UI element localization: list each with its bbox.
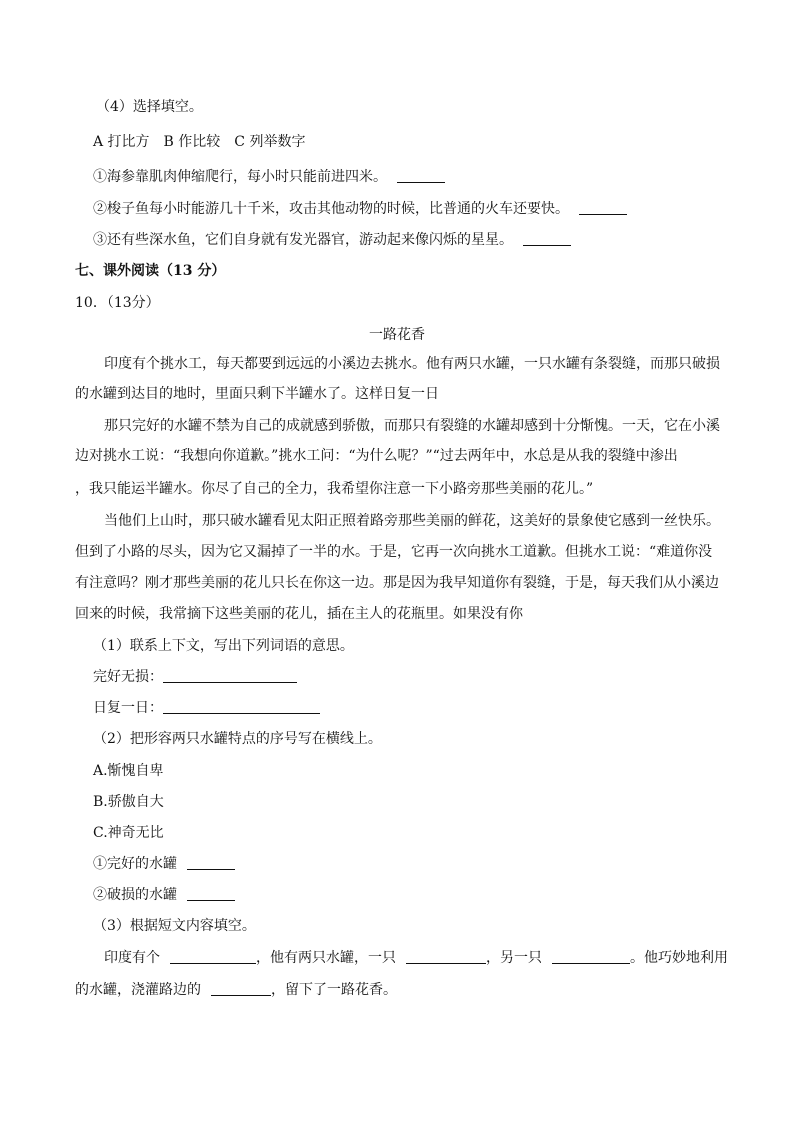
passage-line: 的水罐到达目的地时，里面只剩下半罐水了。这样日复一日 [75, 386, 439, 402]
sub2-item-2-text: ②破损的水罐 [93, 887, 177, 903]
passage-line: 当他们上山时，那只破水罐看见太阳正照着路旁那些美丽的鲜花，这美好的景象使它感到一丝快乐。 [104, 513, 720, 529]
q4-item-2-text: ②梭子鱼每小时能游几十千米，攻击其他动物的时候，比普通的火车还要快。 [93, 201, 569, 217]
section-heading: 七、课外阅读（13 分） [75, 263, 226, 279]
sub2-option-c: C.神奇无比 [93, 825, 164, 841]
q4-item-1-blank[interactable] [397, 168, 445, 183]
sub1-word-2 [93, 698, 320, 718]
sub1-word-1-blank[interactable] [163, 668, 297, 683]
sub1-word-1-label: 完好无损： [93, 669, 163, 685]
passage-line: 回来的时候，我常摘下这些美丽的花儿，插在主人的花瓶里。如果没有你 [75, 606, 523, 622]
sub1-word-2-label: 日复一日： [93, 700, 163, 716]
q4-item-2 [93, 199, 627, 219]
q4-item-3 [93, 230, 571, 250]
sub3-text-2: ，他有两只水罐，一只 [256, 950, 396, 966]
sub1-word-2-blank[interactable] [163, 699, 320, 714]
passage-line: ，我只能运半罐水。你尽了自己的全力，我希望你注意一下小路旁那些美丽的花儿。” [75, 481, 594, 497]
q4-item-2-blank[interactable] [579, 200, 627, 215]
sub2-item-1 [93, 854, 235, 874]
sub1-word-1 [93, 667, 297, 687]
sub3-text-4: 。他巧妙地利用 [630, 950, 728, 966]
q4-options: A 打比方 B 作比较 C 列举数字 [93, 134, 306, 150]
passage-line: 印度有个挑水工，每天都要到远远的小溪边去挑水。他有两只水罐，一只水罐有条裂缝，而那只破损 [104, 356, 720, 372]
sub3-blank-3[interactable] [552, 949, 630, 964]
sub3-text-3: ，另一只 [486, 950, 542, 966]
q4-item-1 [93, 167, 445, 187]
passage-line: 那只完好的水罐不禁为自己的成就感到骄傲，而那只有裂缝的水罐却感到十分惭愧。一天，它在小溪 [104, 418, 720, 434]
sub3-line-1 [104, 948, 728, 968]
sub2-item-1-text: ①完好的水罐 [93, 856, 177, 872]
sub2-item-2-blank[interactable] [187, 886, 235, 901]
sub2-item-1-blank[interactable] [187, 855, 235, 870]
q4-item-3-text: ③还有些深水鱼，它们自身就有发光器官，游动起来像闪烁的星星。 [93, 232, 513, 248]
sub2-option-b: B.骄傲自大 [93, 794, 164, 810]
sub3-title: （3）根据短文内容填空。 [93, 918, 256, 934]
passage-line: 但到了小路的尽头，因为它又漏掉了一半的水。于是，它再一次向挑水工道歉。但挑水工说：“难道你没 [75, 544, 713, 560]
passage-title: 一路花香 [369, 327, 425, 343]
sub3-line-2 [75, 980, 397, 1000]
q4-item-3-blank[interactable] [523, 231, 571, 246]
passage-line: 边对挑水工说：“我想向你道歉。”挑水工问：“为什么呢？”“过去两年中，水总是从我的裂缝中渗出 [75, 448, 678, 464]
q4-item-1-text: ①海参靠肌肉伸缩爬行，每小时只能前进四米。 [93, 169, 387, 185]
sub2-option-a: A.惭愧自卑 [93, 763, 164, 779]
sub2-title: （2）把形容两只水罐特点的序号写在横线上。 [93, 731, 382, 747]
q4-title: （4）选择填空。 [96, 99, 203, 115]
sub3-text-5: 的水罐，浇灌路边的 [75, 982, 201, 998]
sub3-blank-2[interactable] [406, 949, 486, 964]
sub2-item-2 [93, 885, 235, 905]
q10-number: 10．（13分） [75, 295, 160, 311]
passage-line: 有注意吗？刚才那些美丽的花儿只长在你这一边。那是因为我早知道你有裂缝，于是，每天我们从小溪边 [75, 575, 719, 591]
sub1-title: （1）联系上下文，写出下列词语的意思。 [93, 638, 354, 654]
sub3-blank-4[interactable] [211, 981, 271, 996]
sub3-blank-1[interactable] [170, 949, 256, 964]
sub3-text-6: ，留下了一路花香。 [271, 982, 397, 998]
sub3-text-1: 印度有个 [104, 950, 160, 966]
